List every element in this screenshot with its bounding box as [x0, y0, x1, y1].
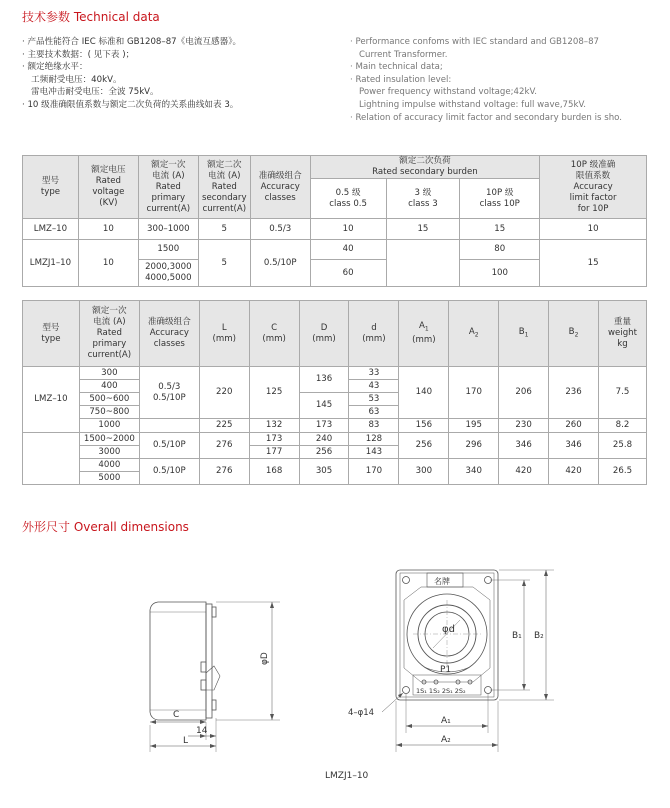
table-row: 3000 177 256 143: [23, 446, 647, 459]
primary-current-header: 额定一次 电流 (A) Rated primary current(A): [79, 301, 139, 367]
alf-header: 10P 级准确 限值系数 Accuracy limit factor for 10P: [540, 156, 647, 219]
table-row: 2000,3000 4000,5000 60 100: [23, 260, 647, 287]
dim-14-label: 14: [196, 726, 208, 736]
intro-cn-line: · 额定绝缘水平：: [22, 62, 88, 73]
L-header: L (mm): [199, 301, 249, 367]
intro-en-line: · Main technical data;: [350, 62, 443, 73]
B2-label: B₂: [534, 631, 544, 641]
A1-header: $A_1$ (mm): [399, 301, 449, 367]
class3-header: 3 级 class 3: [386, 179, 460, 219]
nameplate-label: 名牌: [434, 577, 450, 586]
table-row: 500~600 145 53: [23, 393, 647, 406]
d-header: d (mm): [349, 301, 399, 367]
table-row: 5000: [23, 472, 647, 485]
type-header: 型号 type: [23, 301, 80, 367]
type-header: 型号 type: [23, 156, 79, 219]
table-row: LMZ–10 300 0.5/3 0.5/10P 220 125 136 33 140 170 206 236 7.5: [23, 367, 647, 380]
technical-data-title: 技术参数 Technical data: [22, 10, 160, 24]
burden-header: 额定二次负荷 Rated secondary burden: [310, 156, 539, 179]
intro-cn-line: · 主要技术数据：( 见下表 )；: [22, 49, 135, 60]
weight-header: 重量 weight kg: [598, 301, 646, 367]
table-row: 4000 0.5/10P 276 168 305 170 300 340 420 420 26.5: [23, 459, 647, 472]
C-header: C (mm): [249, 301, 299, 367]
intro-cn-line: 雷电冲击耐受电压：全波 75kV。: [31, 87, 159, 98]
table-row: LMZJ1–10 10 1500 5 0.5/10P 40 80 15: [23, 240, 647, 260]
table-row: 1000 225 132 173 83 156 195 230 260 8.2: [23, 419, 647, 433]
intro-en-line: · Rated insulation level:: [350, 74, 452, 85]
dimensions-table: [22, 300, 647, 485]
table-row: LMZ–10 10 300–1000 5 0.5/3 10 15 15 10: [23, 219, 647, 240]
intro-en-line: · Relation of accuracy limit factor and secondary burden is sho.: [350, 112, 622, 123]
phiD-label: φD: [260, 652, 270, 665]
table-row: 750~800 63: [23, 406, 647, 419]
A2-label: A₂: [441, 735, 451, 745]
B1-label: B₁: [512, 631, 522, 641]
front-view: [382, 570, 554, 752]
accuracy-header: 准确级组合 Accuracy classes: [250, 156, 310, 219]
class05-header: 0.5 级 class 0.5: [310, 179, 386, 219]
A1-label: A₁: [441, 716, 451, 726]
intro-cn-line: 工频耐受电压：40kV。: [31, 74, 122, 85]
dimension-drawing: [0, 540, 670, 808]
intro-cn-line: · 产品性能符合 IEC 标准和 GB1208–87《电流互感器》。: [22, 37, 242, 47]
intro-en-line: Current Transformer.: [359, 49, 448, 60]
intro-english: [350, 36, 660, 124]
holes-label: 4–φ14: [348, 708, 375, 718]
class10p-header: 10P 级 class 10P: [460, 179, 540, 219]
table-row: 1500~2000 0.5/10P 276 173 240 128 256 296 346 346 25.8: [23, 433, 647, 446]
table-row: 400 43: [23, 380, 647, 393]
phid-label: φd: [442, 624, 455, 635]
intro-cn-line: · 10 级准确限值系数与额定二次负荷的关系曲线如表 3。: [22, 99, 239, 110]
secondary-current-header: 额定二次 电流 (A) Rated secondary current(A): [198, 156, 250, 219]
side-view: [150, 602, 280, 752]
intro-en-line: Power frequency withstand voltage;42kV.: [359, 87, 537, 98]
model-caption: LMZJ1–10: [325, 771, 369, 781]
accuracy-header: 准确级组合 Accuracy classes: [139, 301, 199, 367]
voltage-header: 额定电压 Rated voltage (KV): [78, 156, 138, 219]
rated-burden-table: [22, 155, 647, 287]
P1-label: P1: [440, 665, 452, 675]
intro-chinese: [22, 36, 332, 112]
C-label: C: [173, 710, 180, 720]
B2-header: $B_2$: [549, 301, 599, 367]
intro-en-line: Lightning impulse withstand voltage: full wave,75kV.: [359, 99, 586, 110]
L-label: L: [183, 736, 189, 746]
A2-header: $A_2$: [449, 301, 499, 367]
overall-dimensions-title: 外形尺寸 Overall dimensions: [22, 520, 189, 534]
B1-header: $B_1$: [499, 301, 549, 367]
terminals-label: 1S₁ 1S₂ 2S₁ 2S₂: [416, 687, 466, 695]
D-header: D (mm): [299, 301, 349, 367]
primary-current-header: 额定一次 电流 (A) Rated primary current(A): [138, 156, 198, 219]
intro-en-line: · Performance confoms with IEC standard and GB1208–87: [350, 37, 600, 47]
